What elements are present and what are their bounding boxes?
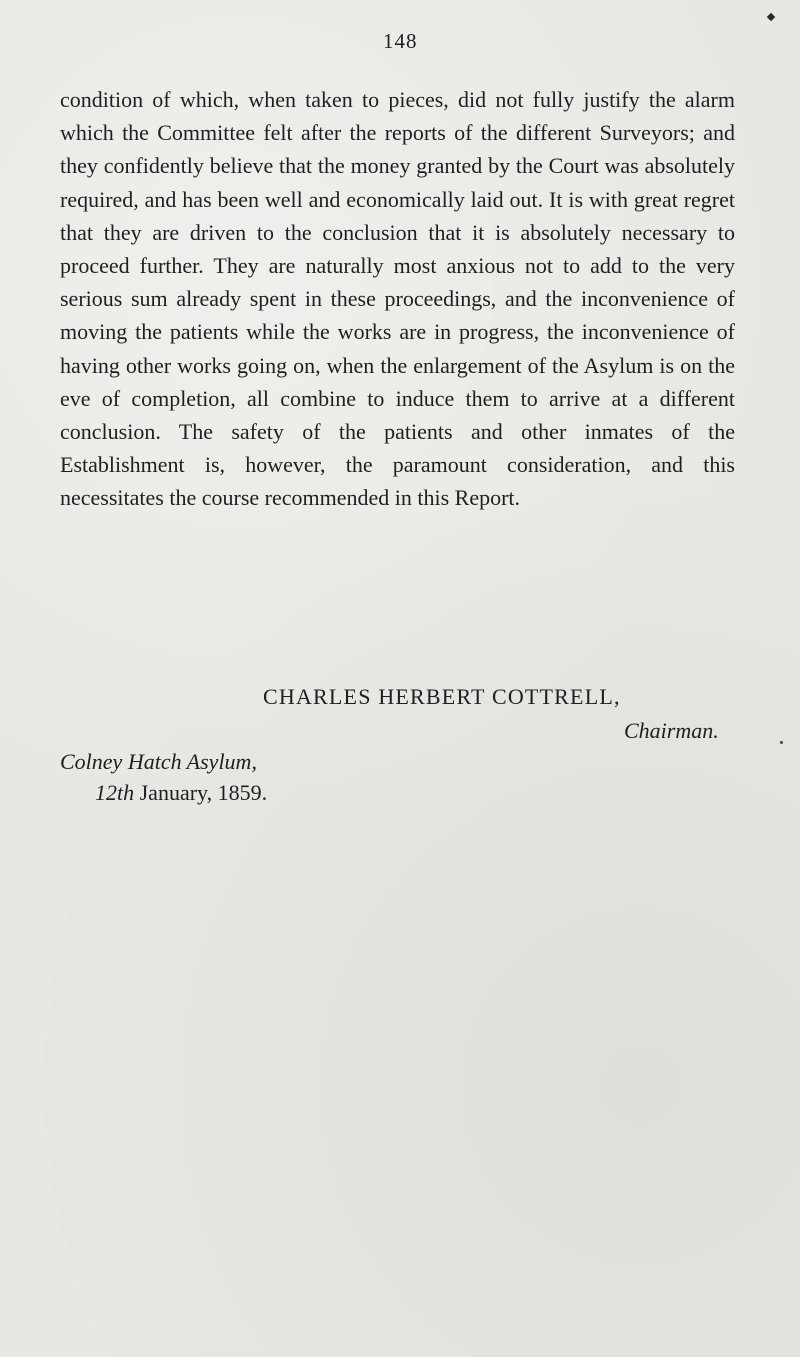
corner-mark (767, 13, 775, 21)
page-number: 148 (383, 29, 418, 53)
date-rest: January, 1859. (134, 780, 268, 805)
main-paragraph: condition of which, when taken to pieces, did not fully justify the alarm which the Committee felt after the reports of the different Surveyors; and they confidently believe that the money granted by the Court was absolutely required, and has been well and economically laid out. It is with great regret that they are driven to the conclusion that it is absolutely necessary to proceed further. They are naturally most anxious not to add to the very serious sum already spent in these proceedings, and the inconvenience of moving the patients while the works are in progress, the inconvenience of having other works going on, when the enlargement of the Asylum is on the eve of completion, all combine to induce them to arrive at a different conclusion. The safety of the patients and other inmates of the Establishment is, however, the paramount consideration, and this necessitates the course recommended in this Report. (60, 87, 735, 511)
stray-mark (780, 741, 783, 744)
date-day: 12th (95, 780, 135, 805)
date-line (95, 780, 267, 806)
signature-name: CHARLES HERBERT COTTRELL, (263, 684, 621, 709)
signature-title: Chairman. (624, 718, 719, 743)
place-line: Colney Hatch Asylum, (60, 749, 257, 774)
